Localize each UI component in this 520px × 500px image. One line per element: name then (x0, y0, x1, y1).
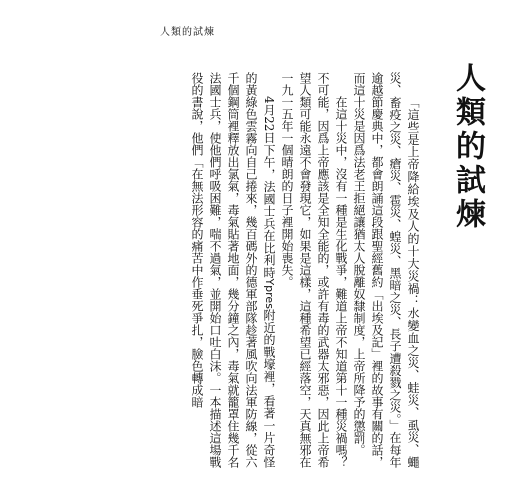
paragraph-eleventh-plague: 在這十災中，沒有一種是生化戰爭，難道上帝不知道第十一種災禍嗎？不可能，因爲上帝應該是全知全能的，或許有毒的武器太邪惡，因此上帝希望人類可能永遠不會發現它，如果是這樣，這種希望已經落空，天真無邪在一九一五年一個晴朗的日子裡開始喪失。 (280, 72, 348, 468)
running-header: 人類的試煉 (160, 27, 215, 38)
body-text (188, 72, 422, 468)
paragraph-plagues: 「這些是上帝降給埃及人的十大災禍：水變血之災、蛙災、虱災、蠅災、畜疫之災、瘡災、雹災、蝗災、黑暗之災、長子遭殺戮之災。」在每年逾越節慶典中，都會朗誦這段跟聖經舊約「出埃及記」裡的故事有關的話，而這十災是因爲法老王拒絕讓猶太人脫離奴隸制度，上帝所降予的懲罰。 (352, 72, 420, 468)
place-name-latin: Ypres (263, 278, 276, 309)
chapter-title: 人類的試煉 (450, 62, 485, 232)
ypres-rest-text: 附近的戰壕裡，看著一片奇怪的黃綠色雲霧向自己捲來，幾百碼外的德軍部隊趁著風吹向法軍防線，從六千個鋼筒裡釋放出氯氣，毒氣貼著地面，幾分鐘之內，毒氣就籠罩住幾千名法國士兵，使他們呼吸困難，喘不過氣，並開始口吐白沫。一本描述這場戰役的書說，他們「在無法形容的痛苦中作垂死爭扎，臉色轉成暗 (190, 72, 276, 469)
paragraph-ypres-attack (188, 72, 278, 468)
ypres-date-text: 4月22日下午，法國士兵在比利時 (262, 96, 276, 279)
